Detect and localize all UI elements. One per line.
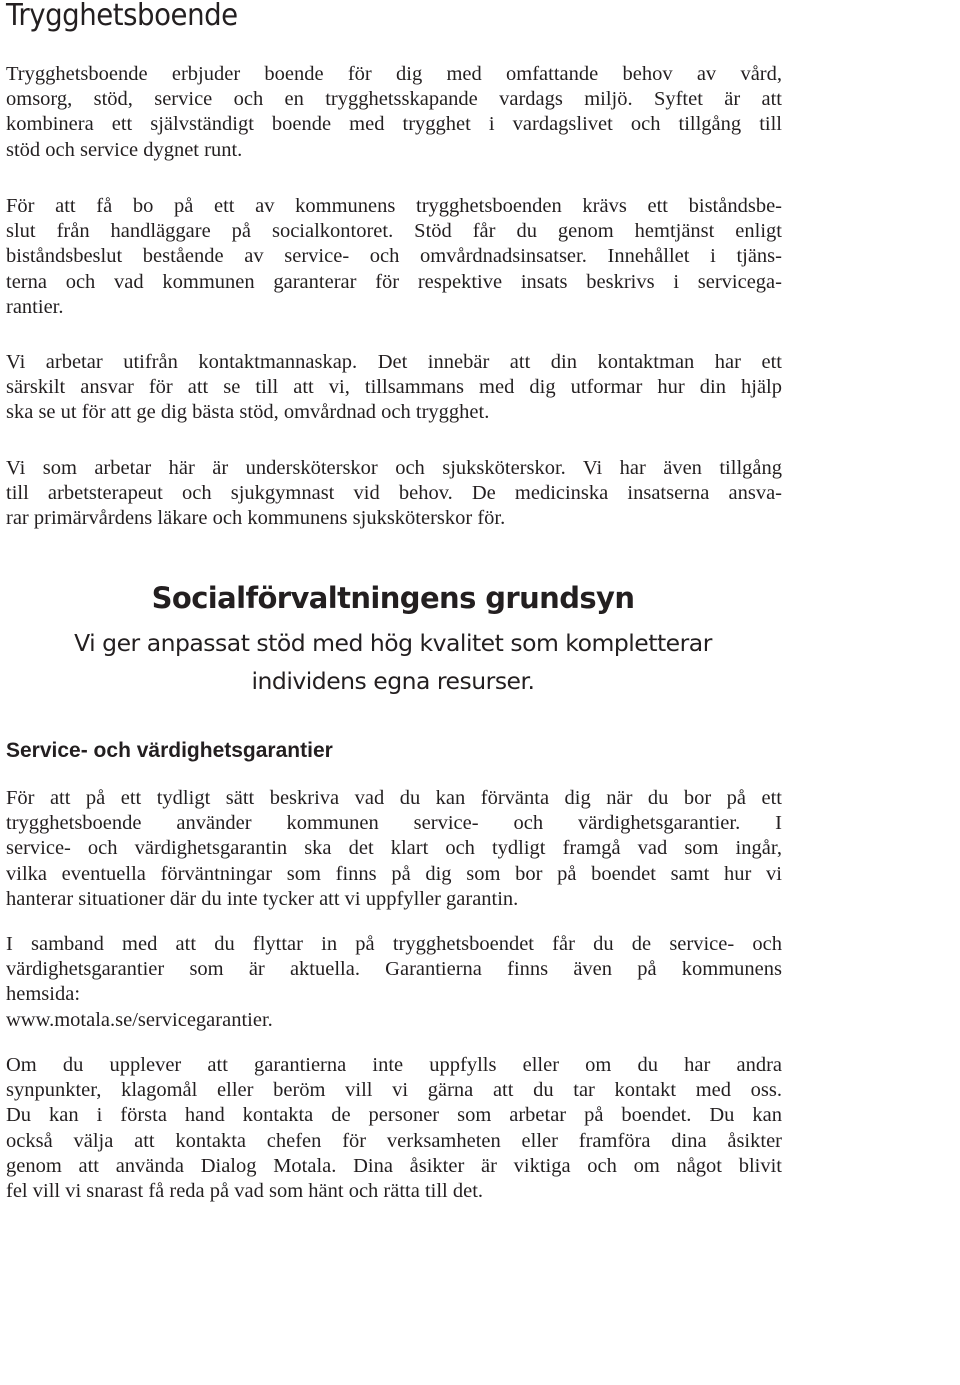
page-title: Trygghetsboende: [6, 0, 238, 33]
contact-person-line: Vi arbetar utifrån kontaktmannaskap. Det innebär att din kontaktman har ett: [6, 351, 782, 373]
guarantees-paragraph: [6, 786, 782, 912]
guarantees-heading: Service- och värdighetsgarantier: [6, 739, 333, 762]
move-in-line: I samband med att du flyttar in på trygghetsboendet får du de service- och: [6, 933, 782, 955]
guarantees-line: trygghetsboende använder kommunen service- och värdighetsgarantier. I: [6, 812, 782, 835]
contact-person-line: ska se ut för att ge dig bästa stöd, omvårdnad och trygghet.: [6, 401, 490, 424]
eligibility-line: biståndsbeslut bestående av service- och omvårdnadsinsatser. Innehållet i tjäns-: [6, 245, 782, 268]
principle-heading: Socialförvaltningens grundsyn: [151, 581, 635, 615]
guarantees-line: vilka eventuella förväntningar som finns på dig som bor på boendet samt hur vi: [6, 862, 782, 885]
feedback-line: Om du upplever att garantierna inte uppfylls eller om du har andra: [6, 1054, 782, 1076]
feedback-paragraph: [6, 1053, 782, 1204]
feedback-line: också välja att kontakta chefen för verksamheten eller framföra dina åsikter: [6, 1129, 782, 1152]
principle-line: individens egna resurser.: [251, 667, 535, 695]
eligibility-paragraph: [6, 194, 782, 320]
eligibility-line: rantier.: [6, 295, 64, 318]
feedback-line: genom att använda Dialog Motala. Dina åsikter är viktiga och om något blivit: [6, 1154, 782, 1177]
intro-line: omsorg, stöd, service och en trygghetsskapande vardags miljö. Syftet är att: [6, 88, 782, 111]
eligibility-line: terna och vad kommunen garanterar för respektive insats beskrivs i servicega-: [6, 270, 782, 293]
website-link[interactable]: www.motala.se/servicegarantier.: [6, 1008, 273, 1031]
move-in-paragraph: [6, 932, 782, 1033]
move-in-line: värdighetsgarantier som är aktuella. Garantierna finns även på kommunens: [6, 958, 782, 981]
guarantees-line: För att på ett tydligt sätt beskriva vad du kan förvänta dig när du bor på ett: [6, 787, 782, 809]
intro-paragraph: [6, 62, 782, 163]
guarantees-line: hanterar situationer där du inte tycker att vi uppfyller garantin.: [6, 887, 519, 910]
feedback-line: Du kan i första hand kontakta de personer som arbetar på boendet. Du kan: [6, 1104, 782, 1127]
principle-statement: [0, 624, 786, 700]
staff-line: Vi som arbetar här är undersköterskor och sjuksköterskor. Vi har även tillgång: [6, 457, 782, 479]
intro-line: kombinera ett självständigt boende med trygghet i vardagslivet och tillgång till: [6, 113, 782, 136]
eligibility-line: slut från handläggare på socialkontoret. Stöd får du genom hemtjänst enligt: [6, 220, 782, 243]
feedback-line: fel vill vi snarast få reda på vad som hänt och rätta till det.: [6, 1180, 484, 1203]
intro-line: Trygghetsboende erbjuder boende för dig med omfattande behov av vård,: [6, 63, 782, 85]
guarantees-line: service- och värdighetsgarantin ska det klart och tydligt framgå vad som ingår,: [6, 837, 782, 860]
feedback-line: synpunkter, klagomål eller beröm vill vi gärna att du tar kontakt med oss.: [6, 1079, 782, 1102]
contact-person-line: särskilt ansvar för att se till att vi, tillsammans med dig utformar hur din hjälp: [6, 376, 782, 399]
move-in-line: hemsida:: [6, 983, 81, 1006]
eligibility-line: För att få bo på ett av kommunens trygghetsboenden krävs ett biståndsbe-: [6, 195, 782, 217]
intro-line: stöd och service dygnet runt.: [6, 138, 243, 161]
staff-line: till arbetsterapeut och sjukgymnast vid behov. De medicinska insatserna ansva-: [6, 482, 782, 505]
contact-person-paragraph: [6, 350, 782, 426]
staff-line: rar primärvårdens läkare och kommunens sjuksköterskor för.: [6, 507, 506, 530]
staff-paragraph: [6, 456, 782, 532]
principle-line: Vi ger anpassat stöd med hög kvalitet som kompletterar: [74, 629, 712, 657]
